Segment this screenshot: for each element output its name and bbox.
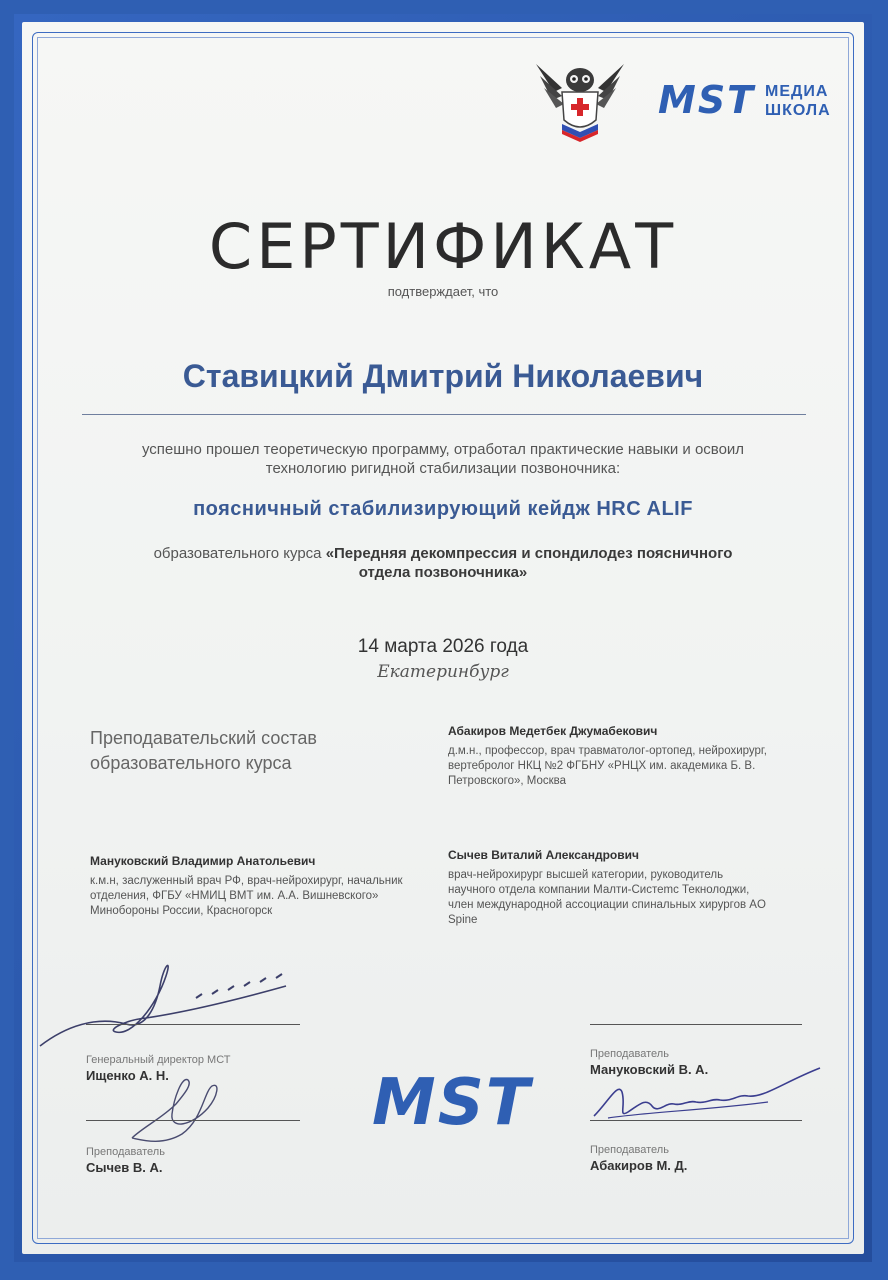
signer-name: Сычев В. А. <box>86 1160 163 1175</box>
issue-city: Екатеринбург <box>377 662 509 682</box>
signer-role: Преподаватель <box>86 1146 165 1158</box>
faculty-heading: Преподавательский состав образовательного курса <box>90 728 317 773</box>
instructor-name: Абакиров Медетбек Джумабекович <box>448 724 658 738</box>
signer-name: Ищенко А. Н. <box>86 1068 169 1083</box>
recipient-name: Ставицкий Дмитрий Николаевич <box>182 358 704 394</box>
owl-emblem-logo <box>532 58 628 142</box>
director-signature-line <box>86 1024 300 1025</box>
signer-role: Преподаватель <box>590 1048 669 1060</box>
abakirov-signature-block <box>590 1144 687 1173</box>
instructor-name: Мануковский Владимир Анатольевич <box>90 854 316 868</box>
signer-name: Мануковский В. А. <box>590 1062 709 1077</box>
signer-role: Генеральный директор МСТ <box>86 1054 231 1066</box>
media-school-text: МЕДИА ШКОЛА <box>765 83 831 119</box>
abakirov-signature <box>588 1062 828 1126</box>
course-text: образовательного курса «Передняя декомпрессия и спондилодез поясничного отдела позвоночника» <box>153 545 733 581</box>
instructor-abakirov <box>448 724 768 789</box>
instructor-manukovsky <box>90 854 410 919</box>
instructor-name: Сычев Виталий Александрович <box>448 848 639 862</box>
course-name: «Передняя декомпрессия и спондилодез поясничного отдела позвоночника» <box>325 545 733 581</box>
certificate-subtitle: подтверждает, что <box>387 284 499 299</box>
sychev-signature <box>122 1068 232 1148</box>
manukovsky-signature-line <box>590 1024 802 1025</box>
issue-date: 14 марта 2026 года <box>357 636 529 657</box>
product-name: поясничный стабилизирующий кейдж HRC ALIF <box>193 498 693 520</box>
instructor-description: д.м.н., профессор, врач травматолог-ортопед, нейрохирург, вертебролог НКЦ №2 ФГБНУ «РНЦХ им. академика Б. В. Петровского», Москва <box>448 745 767 787</box>
mst-media-school-logo <box>658 78 831 122</box>
mst-footer-logo: MST <box>372 1066 532 1140</box>
sychev-signature-block <box>86 1146 165 1175</box>
instructor-description: врач-нейрохирург высшей категории, руководитель научного отдела компании Малти-Систеmс Текнолоджи, член международной ассоциации спинальных хирургов AO Spine <box>448 869 766 926</box>
name-underline <box>82 414 806 415</box>
signer-role: Преподаватель <box>590 1144 669 1156</box>
completion-text: успешно прошел теоретическую программу, отработал практические навыки и освоил технологию ригидной стабилизации позвоночника: <box>141 441 745 477</box>
abakirov-signature-line <box>590 1120 802 1121</box>
director-signature <box>36 946 306 1056</box>
certificate-title: СЕРТИФИКАТ <box>208 210 678 283</box>
instructor-sychev <box>448 848 768 928</box>
mst-logo-text: MST <box>658 78 756 122</box>
instructor-description: к.м.н, заслуженный врач РФ, врач-нейрохирург, начальник отделения, ФГБУ «НМИЦ ВМТ им. А.А. Вишневского» Минобороны России, Красногорск <box>90 875 403 917</box>
signer-name: Абакиров М. Д. <box>590 1158 688 1173</box>
sychev-signature-line <box>86 1120 300 1121</box>
certificate-paper <box>22 22 864 1254</box>
